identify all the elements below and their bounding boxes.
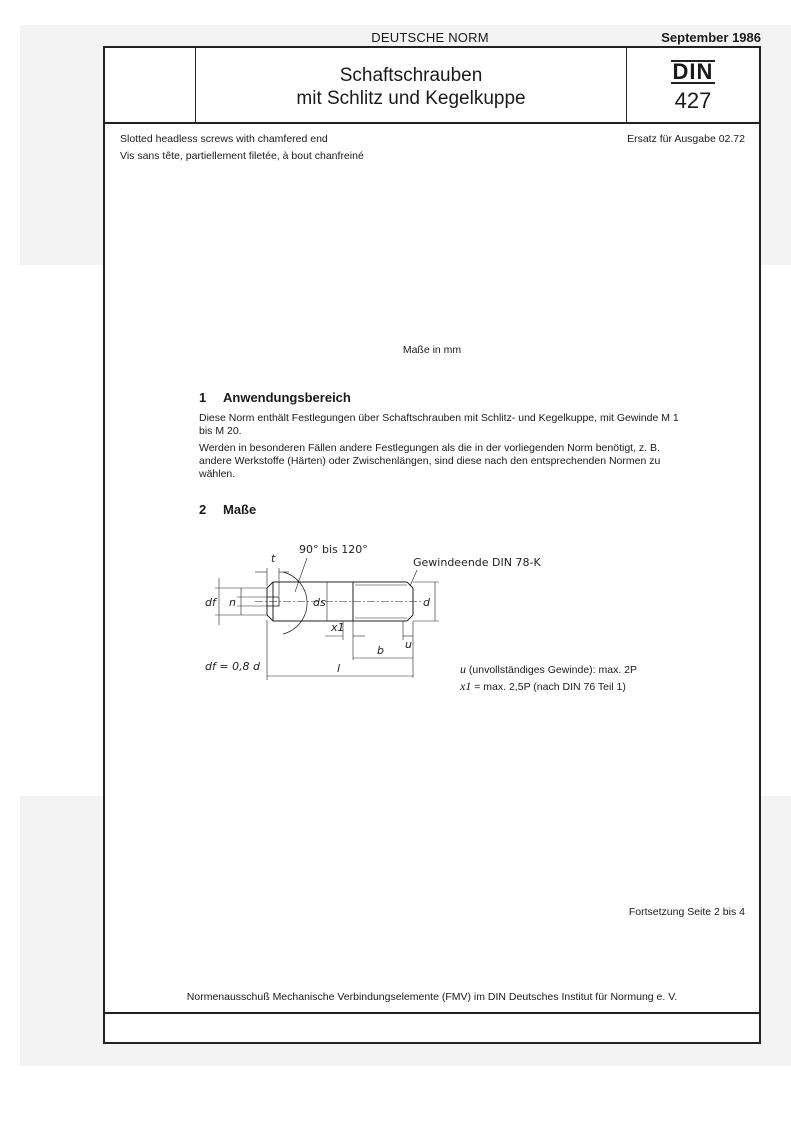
document-title bbox=[196, 48, 627, 122]
thread-end-label: Gewindeende DIN 78-K bbox=[413, 556, 541, 569]
dim-d-label: d bbox=[423, 596, 430, 609]
screw-technical-drawing bbox=[195, 530, 541, 690]
french-title: Vis sans tête, partiellement filetée, à bout chanfreiné bbox=[120, 150, 364, 162]
note-u-variable: u bbox=[460, 662, 466, 676]
footer-divider bbox=[105, 1012, 759, 1014]
section-1-heading bbox=[199, 390, 351, 405]
dim-l-label: l bbox=[337, 662, 341, 675]
note-u-text: (unvollständiges Gewinde): max. 2P bbox=[468, 664, 638, 676]
dim-u-label: u bbox=[405, 638, 412, 651]
title-line-2: mit Schlitz und Kegelkuppe bbox=[296, 88, 526, 109]
din-logo: DIN bbox=[672, 59, 714, 84]
document-frame bbox=[103, 46, 761, 1044]
title-line-1: Schaftschrauben bbox=[339, 65, 483, 86]
section-1-number: 1 bbox=[199, 390, 207, 405]
dim-ds-label: ds bbox=[313, 596, 326, 609]
dim-t-label: t bbox=[271, 552, 276, 565]
df-formula: df = 0,8 d bbox=[205, 660, 261, 673]
note-x1 bbox=[460, 679, 626, 694]
standard-type: DEUTSCHE NORM bbox=[371, 30, 489, 45]
dim-b bbox=[353, 644, 413, 658]
angle-label: 90° bis 120° bbox=[299, 543, 368, 556]
chamfer-angle bbox=[283, 543, 368, 634]
note-x1-variable: x1 bbox=[460, 679, 472, 693]
section-1-paragraph-2: Werden in besonderen Fällen andere Festlegungen als die in der vorliegenden Norm benötigt, z. B. andere Werkstoffe (Härten) oder Zwischenlängen, sind diese nach den entsprechenden Normen zu wählen. bbox=[199, 442, 661, 480]
section-1-title: Anwendungsbereich bbox=[223, 390, 351, 405]
din-number-block bbox=[627, 48, 759, 122]
dim-df-label: df bbox=[205, 596, 216, 609]
note-u bbox=[460, 662, 637, 677]
replacement-note: Ersatz für Ausgabe 02.72 bbox=[627, 133, 745, 145]
section-2-title: Maße bbox=[223, 502, 257, 517]
note-x1-text: = max. 2,5P (nach DIN 76 Teil 1) bbox=[474, 681, 626, 693]
section-2-heading bbox=[199, 502, 256, 517]
section-1-paragraph-1: Diese Norm enthält Festlegungen über Schaftschrauben mit Schlitz- und Kegelkuppe, mit Gewinde M 1 bis M 20. bbox=[199, 412, 679, 437]
dim-ds bbox=[313, 582, 327, 621]
units-note: Maße in mm bbox=[402, 344, 462, 356]
title-block-left-cell bbox=[105, 48, 196, 122]
screw-outline bbox=[255, 582, 423, 621]
title-block bbox=[105, 48, 759, 124]
dim-t bbox=[255, 552, 289, 596]
continuation-note: Fortsetzung Seite 2 bis 4 bbox=[628, 906, 745, 918]
dim-n-label: n bbox=[229, 596, 236, 609]
section-2-number: 2 bbox=[199, 502, 207, 517]
publisher-footer: Normenausschuß Mechanische Verbindungselemente (FMV) im DIN Deutsches Institut für Normung e. V. bbox=[186, 991, 678, 1003]
thread-end-callout bbox=[410, 556, 541, 586]
english-title: Slotted headless screws with chamfered end bbox=[120, 133, 328, 145]
dim-b-label: b bbox=[377, 644, 384, 657]
din-number: 427 bbox=[674, 88, 712, 113]
dim-x1-label: x1 bbox=[331, 621, 345, 634]
publication-date: September 1986 bbox=[661, 30, 761, 45]
